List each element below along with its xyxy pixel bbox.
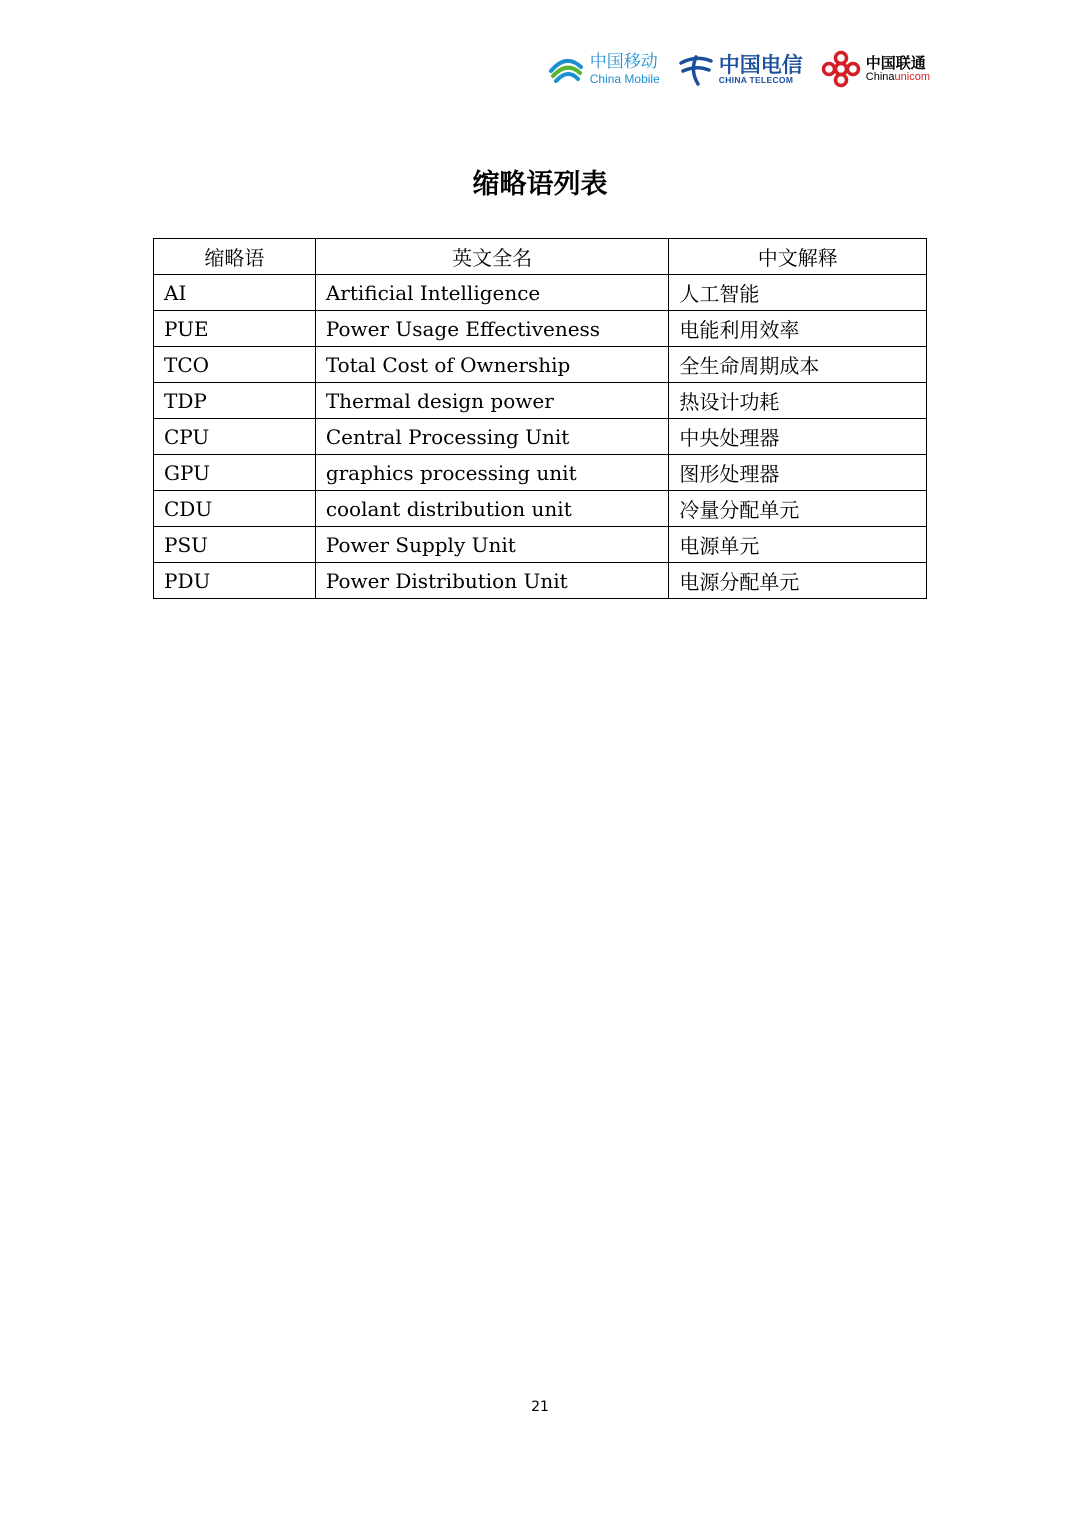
abbreviation-cell: CPU	[154, 419, 316, 455]
header-english-full-name: 英文全名	[315, 239, 669, 275]
english-name-cell: Power Distribution Unit	[315, 563, 669, 599]
china-unicom-name-en: Chinaunicom	[865, 70, 930, 83]
chinese-explanation-cell: 冷量分配单元	[669, 491, 927, 527]
table-row	[154, 347, 927, 383]
table-row	[154, 455, 927, 491]
table-row	[154, 563, 927, 599]
chinese-explanation-cell: 热设计功耗	[669, 383, 927, 419]
english-name-cell: Thermal design power	[315, 383, 669, 419]
header-abbreviation: 缩略语	[154, 239, 316, 275]
china-unicom-name-cn: 中国联通	[865, 53, 926, 72]
chinese-explanation-cell: 电能利用效率	[669, 311, 927, 347]
abbreviation-cell: TCO	[154, 347, 316, 383]
chinese-explanation-cell: 电源单元	[669, 527, 927, 563]
china-mobile-name-cn: 中国移动	[589, 51, 658, 72]
abbreviation-cell: CDU	[154, 491, 316, 527]
abbreviation-cell: AI	[154, 275, 316, 311]
english-name-cell: Artificial Intelligence	[315, 275, 669, 311]
china-mobile-icon	[547, 51, 585, 87]
abbreviation-cell: PUE	[154, 311, 316, 347]
table-row	[154, 527, 927, 563]
english-name-cell: Central Processing Unit	[315, 419, 669, 455]
chinese-explanation-cell: 中央处理器	[669, 419, 927, 455]
table-row	[154, 311, 927, 347]
china-telecom-logo	[678, 51, 803, 87]
page-title: 缩略语列表	[472, 169, 608, 200]
chinese-explanation-cell: 图形处理器	[669, 455, 927, 491]
abbreviation-cell: TDP	[154, 383, 316, 419]
china-unicom-logo	[821, 50, 930, 88]
table-row	[154, 275, 927, 311]
china-telecom-name-cn: 中国电信	[718, 51, 803, 77]
header-logos	[547, 44, 930, 94]
english-name-cell: coolant distribution unit	[315, 491, 669, 527]
english-name-cell: Total Cost of Ownership	[315, 347, 669, 383]
china-telecom-icon	[678, 51, 714, 87]
china-telecom-name-en: CHINA TELECOM	[718, 74, 794, 85]
abbreviation-cell: GPU	[154, 455, 316, 491]
english-name-cell: graphics processing unit	[315, 455, 669, 491]
english-name-cell: Power Supply Unit	[315, 527, 669, 563]
china-mobile-logo	[547, 51, 660, 87]
chinese-explanation-cell: 全生命周期成本	[669, 347, 927, 383]
table-row	[154, 419, 927, 455]
table-row	[154, 383, 927, 419]
china-mobile-name-en: China Mobile	[589, 71, 660, 86]
page-number: 21	[531, 1399, 549, 1415]
china-unicom-knot-icon	[821, 50, 861, 88]
chinese-explanation-cell: 人工智能	[669, 275, 927, 311]
header-chinese-explanation: 中文解释	[669, 239, 927, 275]
table-row	[154, 491, 927, 527]
abbreviation-cell: PDU	[154, 563, 316, 599]
abbreviation-cell: PSU	[154, 527, 316, 563]
table-header-row	[154, 239, 927, 275]
english-name-cell: Power Usage Effectiveness	[315, 311, 669, 347]
chinese-explanation-cell: 电源分配单元	[669, 563, 927, 599]
abbreviation-table	[153, 238, 927, 599]
